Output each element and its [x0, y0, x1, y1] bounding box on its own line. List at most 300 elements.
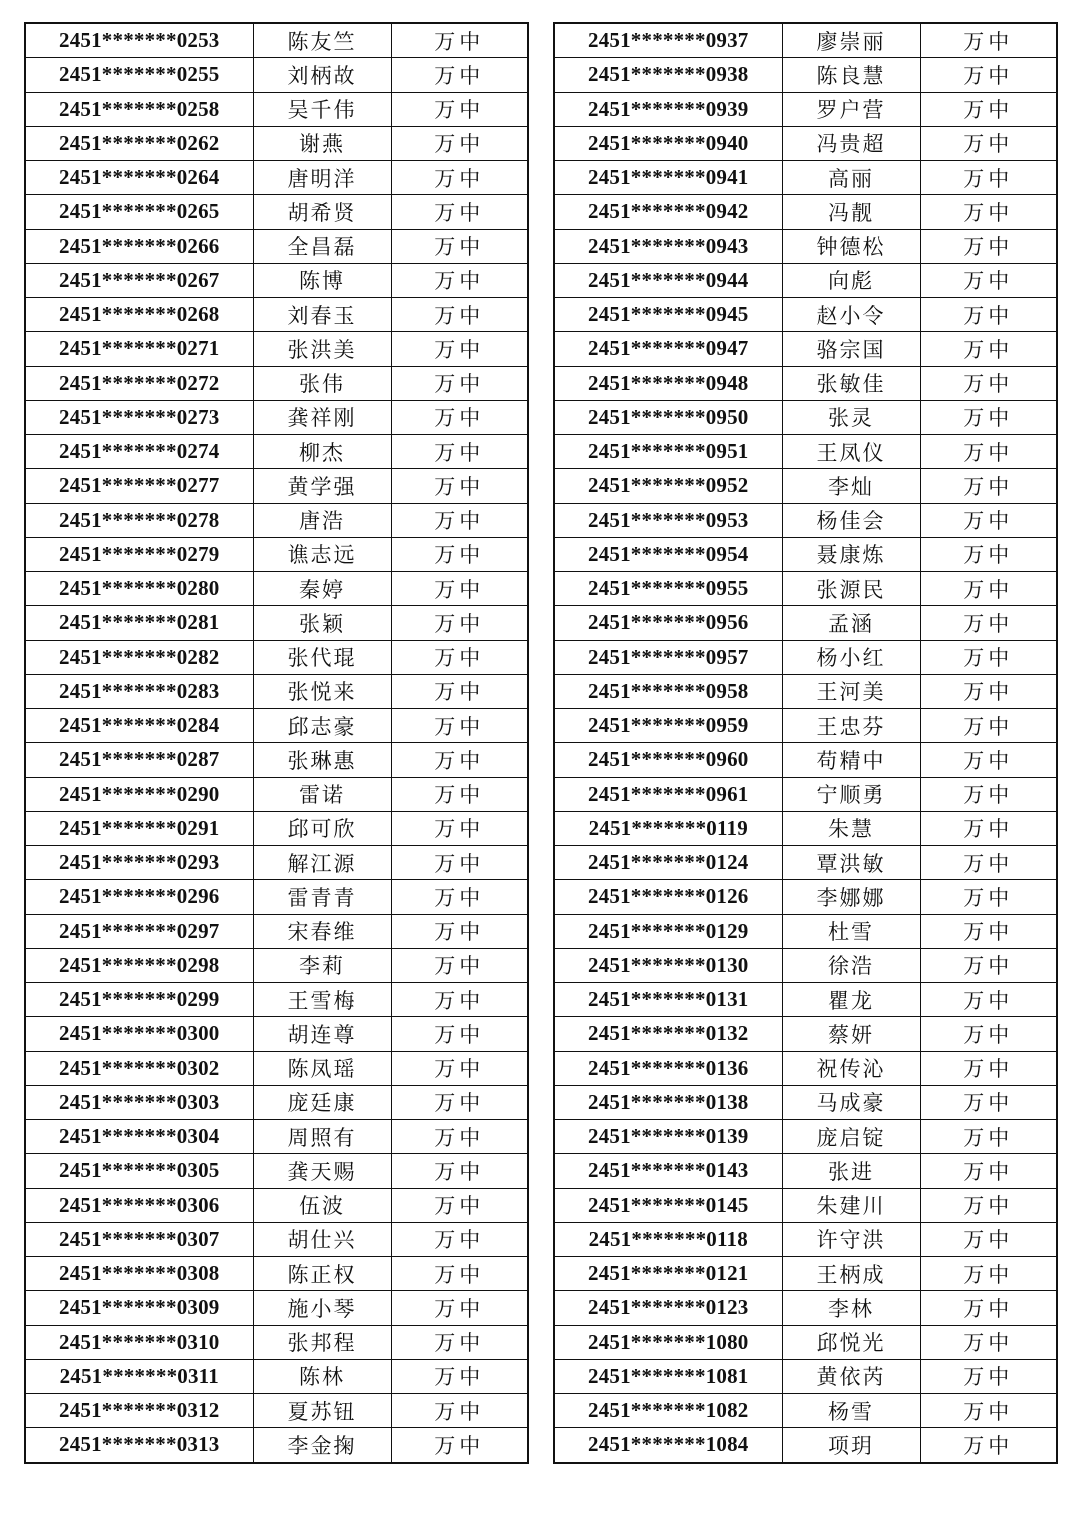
- name-cell: 张邦程: [253, 1325, 391, 1359]
- id-cell: 2451*******0268: [25, 298, 253, 332]
- table-row: [554, 674, 1057, 708]
- id-cell: 2451*******1082: [554, 1394, 782, 1428]
- school-cell: 万中: [391, 161, 528, 195]
- school-cell: 万中: [391, 537, 528, 571]
- school-cell: 万中: [391, 846, 528, 880]
- school-cell: 万中: [391, 709, 528, 743]
- school-cell: 万中: [391, 1291, 528, 1325]
- school-cell: 万中: [920, 332, 1057, 366]
- table-row: [554, 709, 1057, 743]
- table-row: [554, 195, 1057, 229]
- name-cell: 李娜娜: [782, 880, 920, 914]
- name-cell: 冯靓: [782, 195, 920, 229]
- name-cell: 祝传沁: [782, 1051, 920, 1085]
- school-cell: 万中: [391, 366, 528, 400]
- name-cell: 张源民: [782, 572, 920, 606]
- id-cell: 2451*******0262: [25, 126, 253, 160]
- table-row: [25, 1051, 528, 1085]
- school-cell: 万中: [391, 332, 528, 366]
- school-cell: 万中: [920, 23, 1057, 58]
- school-cell: 万中: [391, 1154, 528, 1188]
- id-cell: 2451*******0960: [554, 743, 782, 777]
- school-cell: 万中: [920, 674, 1057, 708]
- name-cell: 李灿: [782, 469, 920, 503]
- school-cell: 万中: [391, 914, 528, 948]
- school-cell: 万中: [391, 503, 528, 537]
- name-cell: 王河美: [782, 674, 920, 708]
- school-cell: 万中: [920, 948, 1057, 982]
- name-cell: 施小琴: [253, 1291, 391, 1325]
- id-cell: 2451*******0130: [554, 948, 782, 982]
- school-cell: 万中: [391, 58, 528, 92]
- id-cell: 2451*******0258: [25, 92, 253, 126]
- name-cell: 钟德松: [782, 229, 920, 263]
- school-cell: 万中: [920, 743, 1057, 777]
- name-cell: 宋春维: [253, 914, 391, 948]
- id-cell: 2451*******0308: [25, 1257, 253, 1291]
- id-cell: 2451*******0300: [25, 1017, 253, 1051]
- table-row: [25, 435, 528, 469]
- table-row: [25, 880, 528, 914]
- name-cell: 谯志远: [253, 537, 391, 571]
- table-row: [25, 1257, 528, 1291]
- name-cell: 龚祥刚: [253, 400, 391, 434]
- name-cell: 雷诺: [253, 777, 391, 811]
- id-cell: 2451*******0313: [25, 1428, 253, 1463]
- name-cell: 陈良慧: [782, 58, 920, 92]
- name-cell: 全昌磊: [253, 229, 391, 263]
- school-cell: 万中: [391, 1428, 528, 1463]
- name-cell: 杨雪: [782, 1394, 920, 1428]
- id-cell: 2451*******0957: [554, 640, 782, 674]
- table-row: [25, 1154, 528, 1188]
- table-row: [25, 161, 528, 195]
- id-cell: 2451*******0255: [25, 58, 253, 92]
- table-row: [554, 1428, 1057, 1463]
- table-row: [25, 1085, 528, 1119]
- roster-table-left: [24, 22, 529, 1464]
- school-cell: 万中: [920, 1188, 1057, 1222]
- id-cell: 2451*******0306: [25, 1188, 253, 1222]
- school-cell: 万中: [391, 948, 528, 982]
- table-row: [554, 126, 1057, 160]
- table-row: [25, 1188, 528, 1222]
- id-cell: 2451*******0121: [554, 1257, 782, 1291]
- name-cell: 张灵: [782, 400, 920, 434]
- id-cell: 2451*******0940: [554, 126, 782, 160]
- table-row: [25, 469, 528, 503]
- name-cell: 罗户营: [782, 92, 920, 126]
- id-cell: 2451*******0129: [554, 914, 782, 948]
- id-cell: 2451*******0131: [554, 983, 782, 1017]
- name-cell: 胡仕兴: [253, 1222, 391, 1256]
- table-row: [554, 503, 1057, 537]
- school-cell: 万中: [391, 195, 528, 229]
- name-cell: 庞启锭: [782, 1120, 920, 1154]
- school-cell: 万中: [920, 263, 1057, 297]
- id-cell: 2451*******0281: [25, 606, 253, 640]
- name-cell: 骆宗国: [782, 332, 920, 366]
- school-cell: 万中: [920, 1017, 1057, 1051]
- name-cell: 解江源: [253, 846, 391, 880]
- id-cell: 2451*******0959: [554, 709, 782, 743]
- school-cell: 万中: [391, 777, 528, 811]
- name-cell: 唐浩: [253, 503, 391, 537]
- table-row: [25, 914, 528, 948]
- table-row: [554, 400, 1057, 434]
- school-cell: 万中: [920, 503, 1057, 537]
- id-cell: 2451*******1084: [554, 1428, 782, 1463]
- id-cell: 2451*******0280: [25, 572, 253, 606]
- name-cell: 张颖: [253, 606, 391, 640]
- school-cell: 万中: [391, 640, 528, 674]
- name-cell: 伍波: [253, 1188, 391, 1222]
- id-cell: 2451*******0954: [554, 537, 782, 571]
- id-cell: 2451*******0309: [25, 1291, 253, 1325]
- name-cell: 项玥: [782, 1428, 920, 1463]
- id-cell: 2451*******0264: [25, 161, 253, 195]
- school-cell: 万中: [920, 1120, 1057, 1154]
- school-cell: 万中: [391, 1325, 528, 1359]
- table-row: [554, 846, 1057, 880]
- school-cell: 万中: [391, 880, 528, 914]
- id-cell: 2451*******0312: [25, 1394, 253, 1428]
- name-cell: 陈友竺: [253, 23, 391, 58]
- id-cell: 2451*******0278: [25, 503, 253, 537]
- id-cell: 2451*******0945: [554, 298, 782, 332]
- id-cell: 2451*******0304: [25, 1120, 253, 1154]
- table-row: [25, 1325, 528, 1359]
- school-cell: 万中: [920, 1222, 1057, 1256]
- table-row: [25, 229, 528, 263]
- id-cell: 2451*******0279: [25, 537, 253, 571]
- name-cell: 陈正权: [253, 1257, 391, 1291]
- name-cell: 张进: [782, 1154, 920, 1188]
- table-row: [25, 263, 528, 297]
- name-cell: 徐浩: [782, 948, 920, 982]
- school-cell: 万中: [391, 606, 528, 640]
- id-cell: 2451*******1080: [554, 1325, 782, 1359]
- id-cell: 2451*******0948: [554, 366, 782, 400]
- name-cell: 秦婷: [253, 572, 391, 606]
- school-cell: 万中: [391, 263, 528, 297]
- name-cell: 李莉: [253, 948, 391, 982]
- id-cell: 2451*******0287: [25, 743, 253, 777]
- name-cell: 马成豪: [782, 1085, 920, 1119]
- name-cell: 黄学强: [253, 469, 391, 503]
- school-cell: 万中: [920, 572, 1057, 606]
- id-cell: 2451*******0942: [554, 195, 782, 229]
- school-cell: 万中: [391, 1359, 528, 1393]
- id-cell: 2451*******0939: [554, 92, 782, 126]
- id-cell: 2451*******0273: [25, 400, 253, 434]
- id-cell: 2451*******0961: [554, 777, 782, 811]
- name-cell: 张伟: [253, 366, 391, 400]
- school-cell: 万中: [920, 983, 1057, 1017]
- name-cell: 苟精中: [782, 743, 920, 777]
- school-cell: 万中: [920, 914, 1057, 948]
- name-cell: 张敏佳: [782, 366, 920, 400]
- table-row: [554, 23, 1057, 58]
- table-row: [25, 674, 528, 708]
- table-row: [554, 914, 1057, 948]
- school-cell: 万中: [391, 811, 528, 845]
- name-cell: 王柄成: [782, 1257, 920, 1291]
- school-cell: 万中: [391, 1222, 528, 1256]
- table-row: [554, 1154, 1057, 1188]
- table-row: [25, 1359, 528, 1393]
- table-row: [554, 777, 1057, 811]
- table-row: [25, 195, 528, 229]
- table-row: [25, 366, 528, 400]
- id-cell: 2451*******0139: [554, 1120, 782, 1154]
- name-cell: 陈林: [253, 1359, 391, 1393]
- roster-table-right: [553, 22, 1058, 1464]
- name-cell: 柳杰: [253, 435, 391, 469]
- id-cell: 2451*******0124: [554, 846, 782, 880]
- table-row: [554, 263, 1057, 297]
- table-row: [25, 640, 528, 674]
- id-cell: 2451*******0311: [25, 1359, 253, 1393]
- table-row: [554, 366, 1057, 400]
- school-cell: 万中: [391, 1085, 528, 1119]
- name-cell: 赵小令: [782, 298, 920, 332]
- table-row: [25, 23, 528, 58]
- school-cell: 万中: [920, 92, 1057, 126]
- id-cell: 2451*******0944: [554, 263, 782, 297]
- table-row: [25, 503, 528, 537]
- school-cell: 万中: [920, 126, 1057, 160]
- name-cell: 王忠芬: [782, 709, 920, 743]
- id-cell: 2451*******0298: [25, 948, 253, 982]
- id-cell: 2451*******0282: [25, 640, 253, 674]
- id-cell: 2451*******0310: [25, 1325, 253, 1359]
- school-cell: 万中: [920, 435, 1057, 469]
- id-cell: 2451*******0277: [25, 469, 253, 503]
- name-cell: 龚天赐: [253, 1154, 391, 1188]
- school-cell: 万中: [391, 1120, 528, 1154]
- table-row: [554, 1394, 1057, 1428]
- name-cell: 向彪: [782, 263, 920, 297]
- id-cell: 2451*******0291: [25, 811, 253, 845]
- name-cell: 高丽: [782, 161, 920, 195]
- table-row: [25, 1222, 528, 1256]
- id-cell: 2451*******0271: [25, 332, 253, 366]
- table-row: [25, 1017, 528, 1051]
- name-cell: 胡连尊: [253, 1017, 391, 1051]
- name-cell: 聂康炼: [782, 537, 920, 571]
- name-cell: 王雪梅: [253, 983, 391, 1017]
- name-cell: 杨小红: [782, 640, 920, 674]
- id-cell: 2451*******0126: [554, 880, 782, 914]
- id-cell: 2451*******0296: [25, 880, 253, 914]
- table-row: [554, 1085, 1057, 1119]
- name-cell: 陈博: [253, 263, 391, 297]
- school-cell: 万中: [391, 126, 528, 160]
- id-cell: 2451*******0297: [25, 914, 253, 948]
- table-row: [25, 298, 528, 332]
- name-cell: 瞿龙: [782, 983, 920, 1017]
- id-cell: 2451*******0253: [25, 23, 253, 58]
- id-cell: 2451*******0283: [25, 674, 253, 708]
- name-cell: 胡希贤: [253, 195, 391, 229]
- school-cell: 万中: [391, 674, 528, 708]
- name-cell: 许守洪: [782, 1222, 920, 1256]
- roster-table-left-body: [25, 23, 528, 1463]
- name-cell: 刘春玉: [253, 298, 391, 332]
- table-row: [554, 743, 1057, 777]
- school-cell: 万中: [920, 161, 1057, 195]
- id-cell: 2451*******0307: [25, 1222, 253, 1256]
- school-cell: 万中: [920, 195, 1057, 229]
- table-row: [554, 1325, 1057, 1359]
- school-cell: 万中: [920, 709, 1057, 743]
- name-cell: 李金掬: [253, 1428, 391, 1463]
- id-cell: 2451*******0293: [25, 846, 253, 880]
- name-cell: 周照有: [253, 1120, 391, 1154]
- id-cell: 2451*******0937: [554, 23, 782, 58]
- school-cell: 万中: [920, 880, 1057, 914]
- table-row: [25, 606, 528, 640]
- school-cell: 万中: [920, 1394, 1057, 1428]
- school-cell: 万中: [920, 1428, 1057, 1463]
- table-row: [25, 92, 528, 126]
- school-cell: 万中: [920, 606, 1057, 640]
- table-row: [554, 1051, 1057, 1085]
- school-cell: 万中: [391, 298, 528, 332]
- table-row: [554, 1017, 1057, 1051]
- name-cell: 黄依芮: [782, 1359, 920, 1393]
- school-cell: 万中: [920, 1154, 1057, 1188]
- name-cell: 张代琨: [253, 640, 391, 674]
- name-cell: 谢燕: [253, 126, 391, 160]
- table-row: [25, 58, 528, 92]
- id-cell: 2451*******0136: [554, 1051, 782, 1085]
- table-row: [554, 58, 1057, 92]
- table-row: [25, 846, 528, 880]
- id-cell: 2451*******0950: [554, 400, 782, 434]
- name-cell: 杨佳会: [782, 503, 920, 537]
- name-cell: 宁顺勇: [782, 777, 920, 811]
- id-cell: 2451*******0299: [25, 983, 253, 1017]
- school-cell: 万中: [391, 1257, 528, 1291]
- table-row: [25, 948, 528, 982]
- id-cell: 2451*******0943: [554, 229, 782, 263]
- name-cell: 邱可欣: [253, 811, 391, 845]
- id-cell: 2451*******0265: [25, 195, 253, 229]
- name-cell: 朱建川: [782, 1188, 920, 1222]
- id-cell: 2451*******0952: [554, 469, 782, 503]
- table-row: [25, 743, 528, 777]
- table-row: [554, 948, 1057, 982]
- school-cell: 万中: [920, 366, 1057, 400]
- name-cell: 张悦来: [253, 674, 391, 708]
- id-cell: 2451*******0284: [25, 709, 253, 743]
- table-row: [554, 332, 1057, 366]
- school-cell: 万中: [920, 1051, 1057, 1085]
- table-row: [25, 400, 528, 434]
- school-cell: 万中: [391, 92, 528, 126]
- name-cell: 张洪美: [253, 332, 391, 366]
- school-cell: 万中: [920, 1325, 1057, 1359]
- name-cell: 庞廷康: [253, 1085, 391, 1119]
- name-cell: 冯贵超: [782, 126, 920, 160]
- table-row: [25, 983, 528, 1017]
- id-cell: 2451*******0132: [554, 1017, 782, 1051]
- school-cell: 万中: [391, 23, 528, 58]
- id-cell: 2451*******0145: [554, 1188, 782, 1222]
- table-row: [25, 777, 528, 811]
- table-row: [554, 1359, 1057, 1393]
- school-cell: 万中: [391, 435, 528, 469]
- table-row: [554, 1120, 1057, 1154]
- name-cell: 雷青青: [253, 880, 391, 914]
- id-cell: 2451*******0274: [25, 435, 253, 469]
- table-row: [25, 709, 528, 743]
- name-cell: 廖崇丽: [782, 23, 920, 58]
- table-row: [554, 1188, 1057, 1222]
- table-row: [554, 92, 1057, 126]
- name-cell: 李林: [782, 1291, 920, 1325]
- school-cell: 万中: [920, 1085, 1057, 1119]
- id-cell: 2451*******0956: [554, 606, 782, 640]
- table-row: [554, 606, 1057, 640]
- id-cell: 2451*******0272: [25, 366, 253, 400]
- table-row: [554, 229, 1057, 263]
- id-cell: 2451*******0938: [554, 58, 782, 92]
- table-row: [25, 126, 528, 160]
- school-cell: 万中: [391, 983, 528, 1017]
- id-cell: 2451*******0138: [554, 1085, 782, 1119]
- id-cell: 2451*******0953: [554, 503, 782, 537]
- id-cell: 2451*******0302: [25, 1051, 253, 1085]
- school-cell: 万中: [391, 400, 528, 434]
- name-cell: 邱志豪: [253, 709, 391, 743]
- table-row: [554, 880, 1057, 914]
- id-cell: 2451*******0118: [554, 1222, 782, 1256]
- table-row: [25, 1394, 528, 1428]
- table-row: [554, 1222, 1057, 1256]
- id-cell: 2451*******0955: [554, 572, 782, 606]
- school-cell: 万中: [391, 1394, 528, 1428]
- name-cell: 陈凤瑶: [253, 1051, 391, 1085]
- name-cell: 夏苏钮: [253, 1394, 391, 1428]
- id-cell: 2451*******0119: [554, 811, 782, 845]
- table-row: [554, 161, 1057, 195]
- table-row: [25, 1428, 528, 1463]
- table-row: [554, 435, 1057, 469]
- school-cell: 万中: [920, 846, 1057, 880]
- school-cell: 万中: [391, 1051, 528, 1085]
- school-cell: 万中: [391, 743, 528, 777]
- school-cell: 万中: [920, 229, 1057, 263]
- school-cell: 万中: [391, 229, 528, 263]
- id-cell: 2451*******0958: [554, 674, 782, 708]
- id-cell: 2451*******0305: [25, 1154, 253, 1188]
- name-cell: 覃洪敏: [782, 846, 920, 880]
- name-cell: 邱悦光: [782, 1325, 920, 1359]
- id-cell: 2451*******0123: [554, 1291, 782, 1325]
- table-row: [554, 983, 1057, 1017]
- name-cell: 唐明洋: [253, 161, 391, 195]
- table-row: [25, 332, 528, 366]
- table-row: [554, 1291, 1057, 1325]
- roster-table-right-body: [554, 23, 1057, 1463]
- table-row: [554, 811, 1057, 845]
- table-row: [25, 1120, 528, 1154]
- school-cell: 万中: [920, 469, 1057, 503]
- name-cell: 张琳惠: [253, 743, 391, 777]
